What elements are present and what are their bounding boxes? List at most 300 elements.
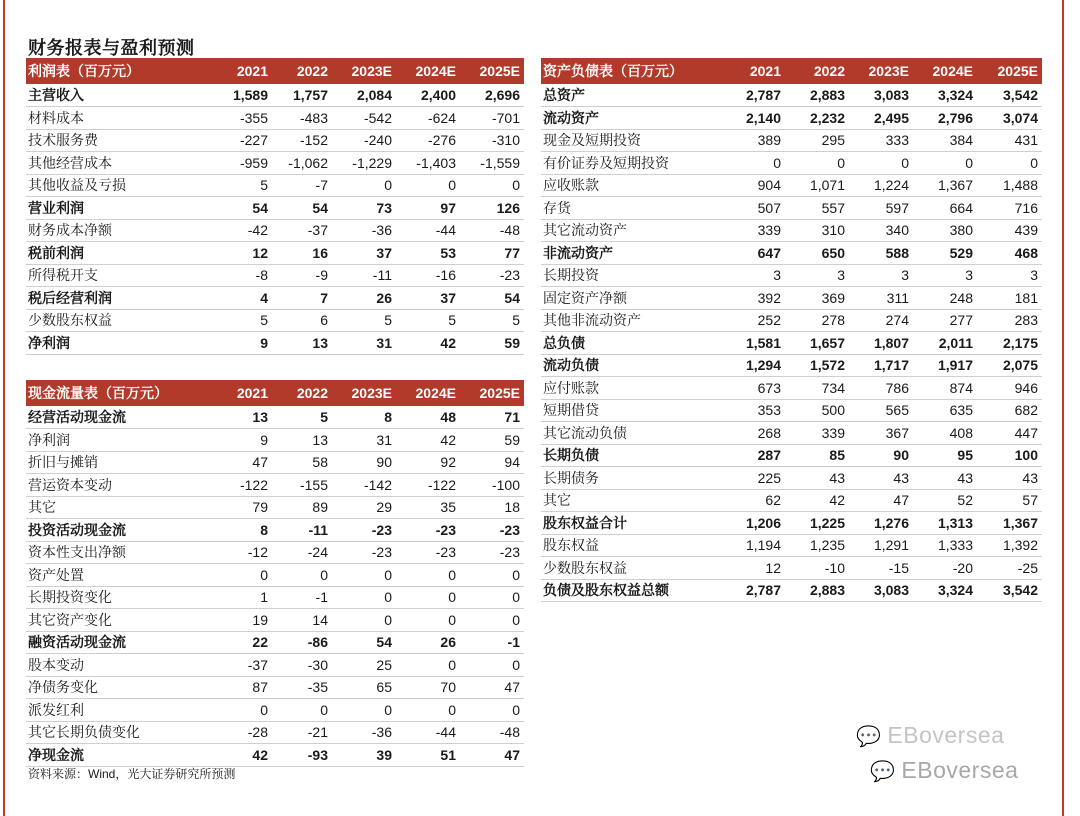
cell-value: 0 — [512, 611, 520, 628]
balance-sheet-body — [541, 84, 1042, 602]
cell-value: 97 — [440, 199, 456, 216]
cell-value: 650 — [821, 244, 845, 261]
row-label: 净现金流 — [28, 746, 84, 763]
cell-value: 447 — [1014, 424, 1038, 441]
cell-value: 54 — [376, 634, 392, 651]
row-label: 短期借贷 — [543, 402, 599, 419]
watermark-text: EBoversea — [901, 757, 1019, 783]
cell-value: -1,229 — [352, 154, 392, 171]
cell-value: 439 — [1014, 222, 1038, 239]
cell-value: 0 — [384, 611, 392, 628]
row-label: 总资产 — [543, 87, 585, 103]
cell-value: 42 — [440, 334, 456, 351]
cell-value: 25 — [376, 656, 392, 673]
cell-value: 48 — [440, 409, 456, 425]
cell-value: 1,488 — [1002, 177, 1038, 194]
watermark — [870, 757, 1018, 784]
row-label: 其它 — [543, 492, 571, 509]
table-title: 现金流量表（百万元） — [28, 385, 168, 401]
cell-value: 43 — [893, 469, 909, 486]
watermark — [856, 722, 1004, 749]
cell-value: 0 — [512, 656, 520, 673]
cell-value: 0 — [837, 154, 845, 171]
cell-value: -35 — [307, 679, 328, 696]
table-row — [26, 744, 524, 767]
year-header: 2025E — [479, 63, 520, 79]
cell-value: 274 — [885, 312, 909, 329]
cell-value: 597 — [885, 199, 909, 216]
cell-value: -152 — [299, 132, 328, 149]
cell-value: 0 — [1030, 154, 1038, 171]
cell-value: 70 — [440, 679, 456, 696]
cell-value: -276 — [427, 132, 456, 149]
cell-value: 6 — [320, 312, 328, 329]
cell-value: 1,276 — [873, 514, 909, 531]
cell-value: -23 — [435, 544, 456, 561]
cell-value: 57 — [1022, 492, 1038, 509]
cell-value: -28 — [247, 724, 268, 741]
cell-value: 1,224 — [873, 177, 909, 194]
row-label: 所得税开支 — [28, 267, 98, 284]
row-label: 营业利润 — [28, 199, 84, 216]
cell-value: 664 — [949, 199, 973, 216]
table-row — [26, 586, 524, 609]
row-label: 其他非流动资产 — [543, 312, 641, 329]
cell-value: 369 — [821, 289, 845, 306]
cell-value: 3 — [901, 267, 909, 284]
cell-value: 31 — [376, 334, 392, 351]
cell-value: 1,717 — [873, 357, 909, 374]
cell-value: 4 — [260, 289, 268, 306]
cell-value: 339 — [757, 222, 781, 239]
cell-value: 2,011 — [938, 334, 973, 351]
table-row — [541, 219, 1042, 242]
row-label: 应收账款 — [543, 177, 599, 194]
source-note: 资料来源：Wind，光大证券研究所预测 — [28, 767, 236, 781]
cell-value: 2,495 — [873, 109, 909, 126]
table-row — [26, 474, 524, 497]
row-label: 现金及短期投资 — [543, 132, 641, 149]
table-row — [26, 84, 524, 107]
cell-value: 89 — [312, 499, 328, 516]
cell-value: 47 — [504, 746, 520, 763]
cell-value: 268 — [757, 424, 781, 441]
table-row — [541, 152, 1042, 175]
cell-value: 2,696 — [484, 87, 520, 103]
year-header: 2025E — [997, 63, 1038, 79]
cell-value: 874 — [949, 379, 973, 396]
cell-value: 1,807 — [873, 334, 909, 351]
cell-value: 9 — [260, 334, 268, 351]
cell-value: 79 — [252, 499, 268, 516]
row-label: 其它 — [28, 499, 56, 516]
cell-value: 310 — [821, 222, 845, 239]
cell-value: 0 — [384, 589, 392, 606]
cell-value: 353 — [757, 402, 781, 419]
cell-value: 90 — [376, 454, 392, 471]
cell-value: 0 — [512, 589, 520, 606]
cell-value: -122 — [239, 476, 268, 493]
table-row — [541, 264, 1042, 287]
table-row — [26, 676, 524, 699]
cell-value: 1,367 — [937, 177, 973, 194]
cell-value: 52 — [957, 492, 973, 509]
cell-value: 87 — [252, 679, 268, 696]
cell-value: -42 — [247, 222, 268, 239]
row-label: 投资活动现金流 — [28, 521, 126, 538]
row-label: 股东权益合计 — [543, 514, 627, 531]
cell-value: -142 — [363, 476, 392, 493]
cell-value: 3,074 — [1002, 109, 1038, 126]
cell-value: 85 — [829, 447, 845, 464]
cell-value: -36 — [371, 724, 392, 741]
cell-value: 1,206 — [745, 514, 781, 531]
income-statement-header — [26, 58, 524, 84]
cell-value: 58 — [312, 454, 328, 471]
cell-value: -1 — [315, 589, 328, 606]
cell-value: 3,542 — [1002, 582, 1038, 599]
cell-value: 367 — [885, 424, 909, 441]
cell-value: -23 — [371, 521, 392, 538]
table-row — [26, 129, 524, 152]
cell-value: 2,140 — [745, 109, 781, 126]
cell-value: 47 — [893, 492, 909, 509]
cell-value: 2,084 — [356, 87, 392, 103]
row-label: 负债及股东权益总额 — [543, 582, 669, 599]
cell-value: 95 — [957, 447, 973, 464]
cell-value: 59 — [504, 431, 520, 448]
cell-value: 252 — [757, 312, 781, 329]
cell-value: 0 — [773, 154, 781, 171]
table-row — [26, 107, 524, 130]
cell-value: 1,194 — [745, 537, 781, 554]
cell-value: 12 — [765, 559, 781, 576]
row-label: 总负债 — [543, 334, 585, 351]
cell-value: 468 — [1014, 244, 1038, 261]
cell-value: -24 — [307, 544, 328, 561]
cashflow-statement-table — [26, 380, 524, 767]
table-row — [26, 496, 524, 519]
cell-value: 389 — [757, 132, 781, 149]
cell-value: -1 — [507, 634, 520, 651]
cell-value: -11 — [308, 521, 328, 538]
row-label: 主营收入 — [28, 87, 84, 103]
cell-value: 2,175 — [1002, 334, 1038, 351]
cell-value: 181 — [1014, 289, 1038, 306]
cell-value: 340 — [885, 222, 909, 239]
cell-value: 0 — [384, 177, 392, 194]
cell-value: 431 — [1014, 132, 1038, 149]
cell-value: 71 — [504, 409, 520, 425]
cell-value: 5 — [320, 409, 328, 425]
cell-value: -48 — [499, 724, 520, 741]
table-row — [26, 332, 524, 355]
cell-value: 29 — [376, 499, 392, 516]
cell-value: -23 — [499, 544, 520, 561]
cell-value: 53 — [440, 244, 456, 261]
cell-value: 7 — [320, 289, 328, 306]
cell-value: 39 — [376, 746, 392, 763]
year-header: 2024E — [415, 385, 456, 401]
table-row — [541, 377, 1042, 400]
row-label: 股本变动 — [28, 656, 84, 673]
table-row — [541, 422, 1042, 445]
cell-value: 126 — [496, 199, 520, 216]
table-row — [541, 197, 1042, 220]
row-label: 资本性支出净额 — [28, 544, 126, 561]
year-header: 2022 — [296, 385, 328, 401]
cell-value: 2,787 — [745, 87, 781, 103]
table-title: 利润表（百万元） — [28, 63, 140, 79]
income-statement-table — [26, 58, 524, 355]
cell-value: 2,883 — [809, 87, 845, 103]
table-row — [541, 512, 1042, 535]
cell-value: 287 — [757, 447, 781, 464]
cell-value: 3,083 — [873, 87, 909, 103]
cell-value: 1,071 — [809, 177, 845, 194]
cell-value: 12 — [252, 244, 268, 261]
cell-value: 5 — [384, 312, 392, 329]
table-row — [541, 399, 1042, 422]
cell-value: 2,075 — [1002, 357, 1038, 374]
cell-value: -1,559 — [480, 154, 520, 171]
cell-value: 716 — [1014, 199, 1038, 216]
cell-value: 94 — [504, 454, 520, 471]
cell-value: 54 — [312, 199, 328, 216]
cell-value: 35 — [440, 499, 456, 516]
table-row — [26, 541, 524, 564]
cell-value: -240 — [363, 132, 392, 149]
table-row — [26, 564, 524, 587]
cell-value: -542 — [363, 109, 392, 126]
cell-value: 339 — [821, 424, 845, 441]
year-header: 2023E — [868, 63, 909, 79]
table-row — [26, 451, 524, 474]
cell-value: 5 — [512, 312, 520, 329]
cell-value: 9 — [260, 431, 268, 448]
cell-value: 647 — [757, 244, 781, 261]
year-header: 2024E — [932, 63, 973, 79]
cell-value: -7 — [315, 177, 328, 194]
cell-value: 1,917 — [937, 357, 973, 374]
cell-value: 54 — [252, 199, 268, 216]
cell-value: -227 — [239, 132, 268, 149]
cell-value: 2,883 — [809, 582, 845, 599]
cell-value: 42 — [829, 492, 845, 509]
cell-value: 3 — [837, 267, 845, 284]
cell-value: -624 — [427, 109, 456, 126]
page-border-left — [3, 0, 5, 816]
header-row — [541, 58, 1042, 84]
cell-value: -36 — [371, 222, 392, 239]
table-row — [541, 467, 1042, 490]
page-title: 财务报表与盈利预测 — [28, 38, 195, 58]
year-header: 2021 — [749, 63, 781, 79]
income-statement-body — [26, 84, 524, 354]
row-label: 派发红利 — [28, 701, 84, 718]
cell-value: 408 — [949, 424, 973, 441]
cell-value: -23 — [499, 521, 520, 538]
table-row — [541, 444, 1042, 467]
cell-value: 904 — [757, 177, 781, 194]
cell-value: 673 — [757, 379, 781, 396]
cell-value: 0 — [320, 701, 328, 718]
cell-value: 565 — [885, 402, 909, 419]
header-row — [26, 380, 524, 406]
year-header: 2023E — [351, 63, 392, 79]
cell-value: 13 — [312, 334, 328, 351]
table-row — [26, 631, 524, 654]
row-label: 经营活动现金流 — [28, 409, 126, 425]
row-label: 净利润 — [28, 431, 70, 448]
cell-value: 14 — [312, 611, 328, 628]
cell-value: 0 — [384, 701, 392, 718]
row-label: 应付账款 — [543, 379, 599, 396]
cell-value: 19 — [252, 611, 268, 628]
cell-value: 0 — [448, 589, 456, 606]
cell-value: 3 — [1030, 267, 1038, 284]
cell-value: 0 — [260, 701, 268, 718]
cell-value: 529 — [949, 244, 973, 261]
cell-value: 16 — [312, 244, 328, 261]
table-row — [541, 129, 1042, 152]
cell-value: 3,083 — [873, 582, 909, 599]
table-row — [26, 721, 524, 744]
row-label: 其他收益及亏损 — [28, 177, 126, 194]
cell-value: -48 — [499, 222, 520, 239]
cell-value: 1,572 — [809, 357, 845, 374]
cell-value: -20 — [952, 559, 973, 576]
row-label: 其它流动资产 — [543, 222, 627, 239]
cell-value: 62 — [765, 492, 781, 509]
row-label: 长期投资 — [543, 267, 599, 284]
cell-value: 3 — [965, 267, 973, 284]
cell-value: 0 — [448, 566, 456, 583]
cell-value: -12 — [247, 544, 268, 561]
cell-value: 47 — [252, 454, 268, 471]
table-row — [541, 242, 1042, 265]
cell-value: 3,542 — [1002, 87, 1038, 103]
cell-value: 31 — [376, 431, 392, 448]
row-label: 存货 — [543, 199, 571, 216]
page-border-right — [1062, 0, 1064, 816]
cell-value: 1,294 — [745, 357, 781, 374]
cell-value: 0 — [512, 177, 520, 194]
cell-value: 588 — [885, 244, 909, 261]
row-label: 长期债务 — [543, 469, 599, 486]
cell-value: 92 — [440, 454, 456, 471]
row-label: 材料成本 — [28, 109, 84, 126]
table-row — [26, 406, 524, 429]
cell-value: 1 — [260, 589, 268, 606]
cell-value: -122 — [427, 476, 456, 493]
table-row — [26, 174, 524, 197]
cell-value: 0 — [512, 566, 520, 583]
year-header: 2022 — [813, 63, 845, 79]
row-label: 净债务变化 — [28, 679, 98, 696]
cell-value: 277 — [949, 312, 973, 329]
row-label: 有价证券及短期投资 — [543, 154, 669, 171]
cell-value: 65 — [376, 679, 392, 696]
table-title: 资产负债表（百万元） — [543, 63, 683, 79]
cell-value: 2,400 — [420, 87, 456, 103]
cell-value: -15 — [888, 559, 909, 576]
cell-value: 37 — [376, 244, 392, 261]
cell-value: -44 — [435, 724, 456, 741]
cell-value: 682 — [1014, 402, 1038, 419]
cell-value: 37 — [440, 289, 456, 306]
cell-value: -21 — [307, 724, 328, 741]
row-label: 非流动资产 — [543, 244, 613, 261]
row-label: 固定资产净额 — [543, 289, 627, 306]
row-label: 股东权益 — [543, 537, 599, 554]
cell-value: -959 — [239, 154, 268, 171]
cell-value: 8 — [260, 521, 268, 538]
wechat-icon: 💬 — [870, 761, 896, 783]
cell-value: -25 — [1017, 559, 1038, 576]
cell-value: 295 — [821, 132, 845, 149]
cell-value: 333 — [885, 132, 909, 149]
cell-value: 54 — [504, 289, 520, 306]
cell-value: -355 — [239, 109, 268, 126]
row-label: 净利润 — [28, 334, 70, 351]
cell-value: 1,291 — [873, 537, 909, 554]
cell-value: 3,324 — [937, 87, 973, 103]
cell-value: 0 — [260, 566, 268, 583]
cell-value: 225 — [757, 469, 781, 486]
table-row — [541, 309, 1042, 332]
cell-value: 2,232 — [809, 109, 845, 126]
cashflow-statement-body — [26, 406, 524, 766]
row-label: 流动资产 — [543, 109, 599, 126]
cell-value: 43 — [957, 469, 973, 486]
cell-value: 0 — [320, 566, 328, 583]
row-label: 折旧与摊销 — [28, 454, 98, 471]
cell-value: 557 — [821, 199, 845, 216]
balance-sheet-table — [541, 58, 1042, 602]
cell-value: -483 — [299, 109, 328, 126]
cell-value: 1,392 — [1002, 537, 1038, 554]
row-label: 其他经营成本 — [28, 154, 112, 171]
table-row — [26, 152, 524, 175]
cell-value: 1,235 — [809, 537, 845, 554]
cell-value: 26 — [376, 289, 392, 306]
table-row — [541, 534, 1042, 557]
cell-value: -11 — [372, 267, 392, 284]
cell-value: -37 — [307, 222, 328, 239]
cell-value: 635 — [949, 402, 973, 419]
table-row — [26, 309, 524, 332]
row-label: 资产处置 — [28, 566, 84, 583]
table-row — [541, 557, 1042, 580]
header-row — [26, 58, 524, 84]
cell-value: 248 — [949, 289, 973, 306]
cell-value: 1,367 — [1002, 514, 1038, 531]
cell-value: 0 — [448, 177, 456, 194]
row-label: 长期投资变化 — [28, 589, 112, 606]
cell-value: -30 — [307, 656, 328, 673]
year-header: 2021 — [236, 385, 268, 401]
cell-value: 43 — [1022, 469, 1038, 486]
cell-value: 90 — [893, 447, 909, 464]
cell-value: 278 — [821, 312, 845, 329]
cell-value: 384 — [949, 132, 973, 149]
cell-value: 311 — [886, 289, 909, 306]
row-label: 营运资本变动 — [28, 476, 112, 493]
cell-value: -23 — [371, 544, 392, 561]
cell-value: 1,657 — [809, 334, 845, 351]
cell-value: 392 — [757, 289, 781, 306]
